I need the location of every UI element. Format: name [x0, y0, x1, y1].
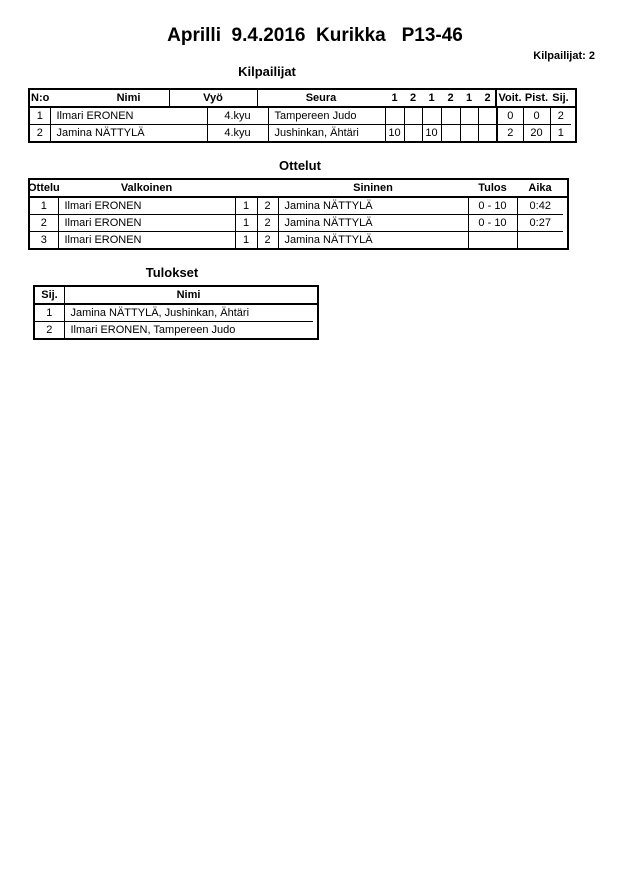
header-voit: Voit. — [498, 92, 522, 104]
cell-vyo: 4.kyu — [207, 108, 268, 125]
cell-tulos: 0 - 10 — [468, 198, 517, 215]
section-title-tulokset: Tulokset — [145, 265, 199, 280]
cell-nimi: Jamina NÄTTYLÄ — [50, 125, 207, 142]
header-nimi: Nimi — [176, 289, 201, 301]
cell-sij: 1 — [35, 305, 64, 322]
competitors-table — [28, 88, 577, 143]
competitor-row — [30, 108, 571, 125]
cell-score-3 — [422, 108, 441, 125]
header-score-4: 2 — [447, 92, 454, 104]
header-score-5: 1 — [465, 92, 473, 104]
cell-blue-no: 2 — [257, 198, 278, 215]
section-title-ottelut: Ottelut — [279, 158, 321, 173]
cell-match-no: 3 — [30, 232, 58, 249]
cell-pist: 0 — [523, 108, 550, 125]
competitors-table-header-row — [30, 90, 575, 108]
header-sininen: Sininen — [353, 182, 393, 194]
cell-sininen: Jamina NÄTTYLÄ — [278, 198, 468, 215]
header-vyo: Vyö — [203, 92, 223, 104]
header-sij: Sij. — [552, 92, 569, 104]
header-tulos: Tulos — [478, 182, 507, 194]
header-nimi: Nimi — [116, 92, 141, 104]
cell-score-6 — [478, 108, 497, 125]
header-valkoinen: Valkoinen — [120, 182, 173, 194]
cell-sij: 1 — [550, 125, 571, 142]
cell-voit: 0 — [497, 108, 523, 125]
header-score-1: 1 — [391, 92, 398, 104]
competitors-table-body — [30, 108, 571, 141]
cell-score-1: 10 — [385, 125, 404, 142]
header-no: N:o — [31, 92, 50, 104]
cell-match-no: 1 — [30, 198, 58, 215]
cell-score-5 — [460, 108, 478, 125]
header-sij: Sij. — [41, 289, 58, 301]
match-row — [30, 198, 563, 215]
competitor-count-label: Kilpailijat: 2 — [533, 50, 595, 62]
matches-table — [28, 178, 569, 250]
matches-table-body — [30, 198, 563, 248]
cell-score-1 — [385, 108, 404, 125]
header-seura: Seura — [305, 92, 337, 104]
cell-sij: 2 — [35, 322, 64, 339]
section-title-kilpailijat: Kilpailijat — [238, 64, 296, 79]
cell-white-no: 1 — [235, 198, 257, 215]
header-score-6: 2 — [484, 92, 491, 104]
cell-score-4 — [441, 125, 460, 142]
competitor-row — [30, 125, 571, 142]
header-pist: Pist. — [524, 92, 549, 104]
cell-seura: Tampereen Judo — [268, 108, 385, 125]
result-row — [35, 305, 313, 322]
cell-score-6 — [478, 125, 497, 142]
cell-no: 1 — [30, 108, 50, 125]
results-table-header-row — [35, 287, 317, 305]
cell-no: 2 — [30, 125, 50, 142]
cell-white-no: 1 — [235, 232, 257, 249]
page-title: Aprilli 9.4.2016 Kurikka P13-46 — [167, 25, 463, 46]
cell-aika — [517, 232, 563, 249]
cell-blue-no: 2 — [257, 215, 278, 232]
cell-nimi: Ilmari ERONEN — [50, 108, 207, 125]
header-score-2: 2 — [409, 92, 417, 104]
cell-sij: 2 — [550, 108, 571, 125]
match-row — [30, 215, 563, 232]
cell-nimi: Ilmari ERONEN, Tampereen Judo — [64, 322, 313, 339]
matches-table-header-row — [30, 180, 567, 198]
cell-score-5 — [460, 125, 478, 142]
cell-tulos: 0 - 10 — [468, 215, 517, 232]
header-score-3: 1 — [428, 92, 435, 104]
cell-sininen: Jamina NÄTTYLÄ — [278, 215, 468, 232]
cell-white-no: 1 — [235, 215, 257, 232]
cell-nimi: Jamina NÄTTYLÄ, Jushinkan, Ähtäri — [64, 305, 313, 322]
results-table — [33, 285, 319, 340]
cell-seura: Jushinkan, Ähtäri — [268, 125, 385, 142]
cell-blue-no: 2 — [257, 232, 278, 249]
results-table-body — [35, 305, 313, 338]
cell-voit: 2 — [497, 125, 523, 142]
cell-valkoinen: Ilmari ERONEN — [58, 198, 235, 215]
cell-vyo: 4.kyu — [207, 125, 268, 142]
cell-aika: 0:27 — [517, 215, 563, 232]
cell-pist: 20 — [523, 125, 550, 142]
cell-valkoinen: Ilmari ERONEN — [58, 215, 235, 232]
cell-tulos — [468, 232, 517, 249]
cell-valkoinen: Ilmari ERONEN — [58, 232, 235, 249]
cell-score-2 — [404, 125, 422, 142]
cell-score-4 — [441, 108, 460, 125]
result-row — [35, 322, 313, 339]
match-row — [30, 232, 563, 249]
header-aika: Aika — [528, 182, 552, 194]
cell-score-2 — [404, 108, 422, 125]
cell-sininen: Jamina NÄTTYLÄ — [278, 232, 468, 249]
header-ottelu: Ottelu — [28, 182, 60, 194]
cell-match-no: 2 — [30, 215, 58, 232]
cell-aika: 0:42 — [517, 198, 563, 215]
cell-score-3: 10 — [422, 125, 441, 142]
